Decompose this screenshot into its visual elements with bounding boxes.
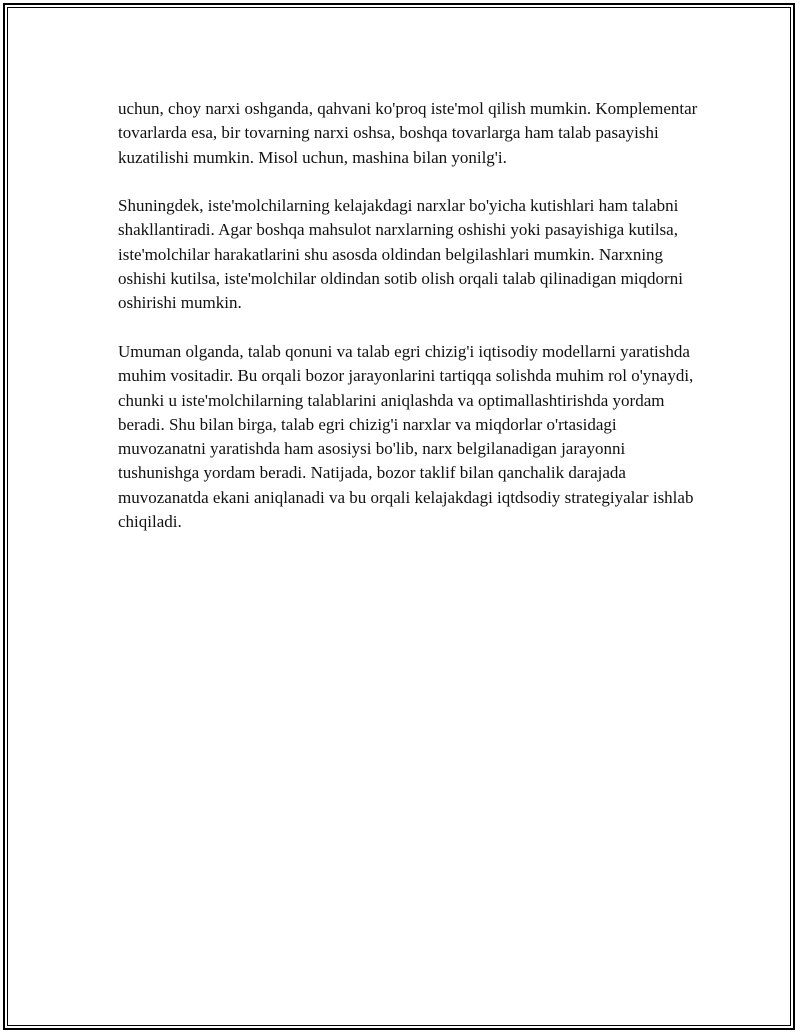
document-body xyxy=(118,97,698,559)
page-frame xyxy=(3,3,795,1030)
paragraph-1: uchun, choy narxi oshganda, qahvani ko'proq iste'mol qilish mumkin. Komplementar tovarlarda esa, bir tovarning narxi oshsa, boshqa tovarlarga ham talab pasayishi kuzatilishi mumkin. Misol uchun, mashina bilan yonilg'i. xyxy=(118,99,698,167)
paragraph-2: Shuningdek, iste'molchilarning kelajakdagi narxlar bo'yicha kutishlari ham talabni shakllantiradi. Agar boshqa mahsulot narxlarning oshishi yoki pasayishiga kutilsa, iste'molchilar harakatlarini shu asosda oldindan belgilashlari mumkin. Narxning oshishi kutilsa, iste'molchilar oldindan sotib olish orqali talab qilinadigan miqdorni oshirishi mumkin. xyxy=(118,196,683,313)
paragraph-3: Umuman olganda, talab qonuni va talab egri chizig'i iqtisodiy modellarni yaratishda muhim vositadir. Bu orqali bozor jarayonlarini tartiqqa solishda muhim rol o'ynaydi, chunki u iste'molchilarning talablarini aniqlashda va optimallashtirishda yordam beradi. Shu bilan birga, talab egri chizig'i narxlar va miqdorlar o'rtasidagi muvozanatni yaratishda ham asosiysi bo'lib, narx belgilanadigan jarayonni tushunishga yordam beradi. Natijada, bozor taklif bilan qanchalik darajada muvozanatda ekani aniqlanadi va bu orqali kelajakdagi iqtdsodiy strategiyalar ishlab chiqiladi. xyxy=(118,341,694,532)
